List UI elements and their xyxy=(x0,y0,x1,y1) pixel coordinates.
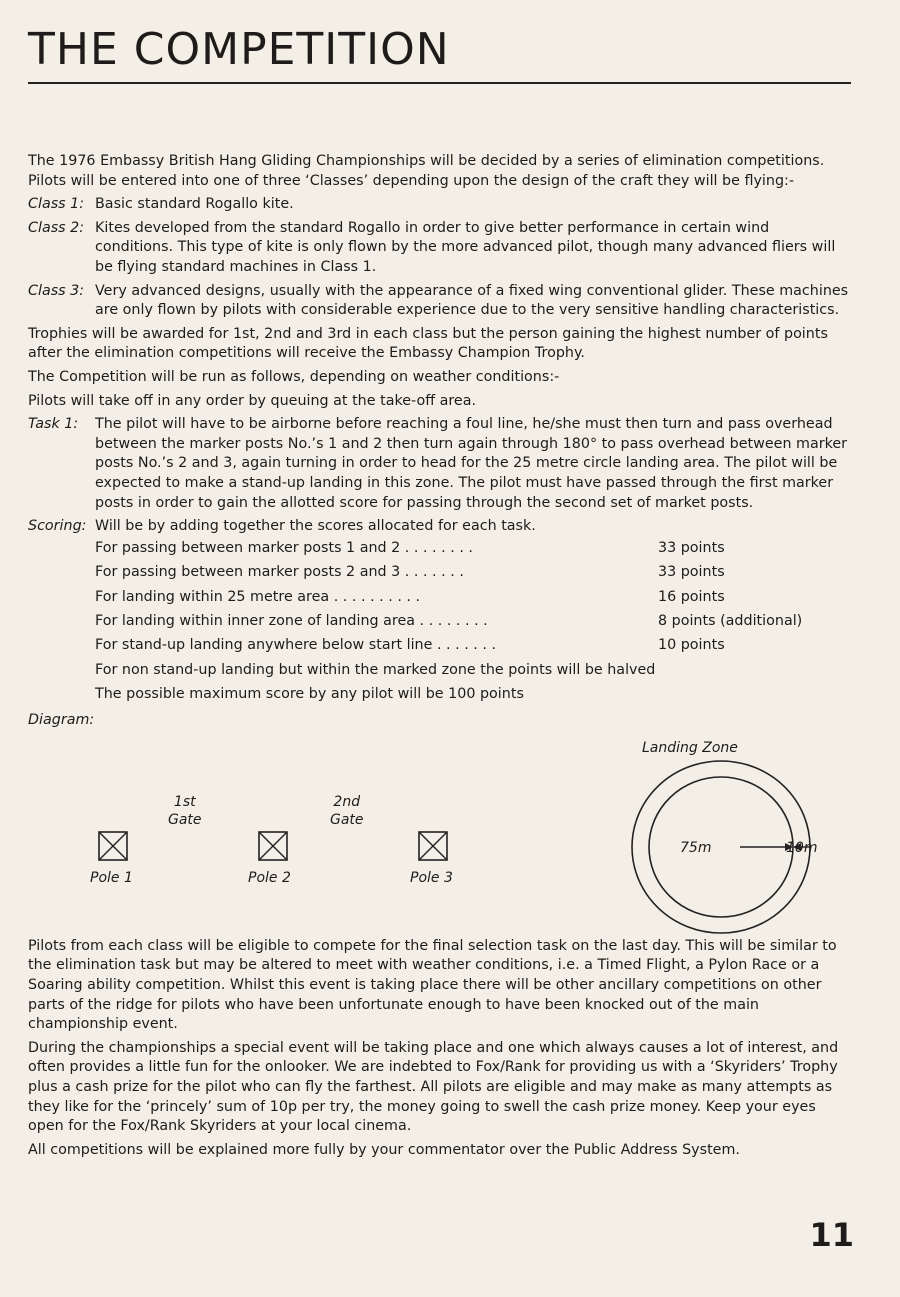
score-desc: For landing within 25 metre area . . . . . . . . . . xyxy=(95,588,421,605)
page-title: THE COMPETITION xyxy=(28,24,450,75)
score-desc: For landing within inner zone of landing area . . . . . . . . xyxy=(95,612,488,629)
diagram-label: Diagram: xyxy=(28,711,95,728)
score-row xyxy=(95,561,850,585)
score-table xyxy=(28,537,850,707)
task-1 xyxy=(28,415,850,513)
halved-note: For non stand-up landing but within the marked zone the points will be halved xyxy=(95,661,656,678)
class-3 xyxy=(28,282,850,321)
pole-2-caption: Pole 2 xyxy=(248,869,291,886)
closing-paragraph: All competitions will be explained more fully by your commentator over the Public Address System. xyxy=(28,1141,740,1158)
pole-1-caption: Pole 1 xyxy=(90,869,133,886)
scoring-text: Will be by adding together the scores allocated for each task. xyxy=(95,518,536,535)
class-3-text: Very advanced designs, usually with the appearance of a fixed wing conventional glider. These machines are only flown by pilots with considerable experience due to the very sensitive handling characteristics. xyxy=(95,282,849,319)
score-desc: For passing between marker posts 2 and 3 . . . . . . . xyxy=(95,564,464,581)
gate-2-word: Gate xyxy=(330,811,364,828)
landing-zone-diagram xyxy=(630,759,812,935)
gate-1-ordinal: 1st xyxy=(173,793,196,810)
pole-2-icon xyxy=(258,831,288,861)
gate-2-ordinal: 2nd xyxy=(333,793,361,810)
pole-3-caption: Pole 3 xyxy=(410,869,453,886)
score-row xyxy=(95,634,850,658)
title-rule xyxy=(28,82,851,84)
score-points: 10 points xyxy=(658,637,725,654)
gate-1-word: Gate xyxy=(168,811,202,828)
score-desc: For passing between marker posts 1 and 2 . . . . . . . . xyxy=(95,540,473,557)
class-3-label: Class 3: xyxy=(28,282,85,299)
score-points: 33 points xyxy=(658,564,725,581)
score-row xyxy=(95,610,850,634)
score-row xyxy=(95,585,850,609)
landing-zone-label: Landing Zone xyxy=(642,739,738,756)
score-points: 8 points (additional) xyxy=(658,612,803,629)
score-points: 33 points xyxy=(658,540,725,557)
scoring xyxy=(28,517,850,537)
score-desc: For stand-up landing anywhere below start line . . . . . . . xyxy=(95,637,497,654)
run-as-paragraph: The Competition will be run as follows, depending on weather conditions:- xyxy=(28,368,560,385)
score-points: 16 points xyxy=(658,588,725,605)
task-1-text: The pilot will have to be airborne before reaching a foul line, he/she must then turn and pass overhead between the marker posts No.’s 1 and 2 then turn again through 180° to pass overhead between marker posts No.’s 2 and 3, again turning in order to head for the 25 metre circle landing area. The pilot will be expected to make a stand-up landing in this zone. The pilot must have passed through the first marker posts in order to gain the allotted score for passing through the second set of market posts. xyxy=(95,416,848,511)
class-2 xyxy=(28,219,850,278)
intro-paragraph: The 1976 Embassy British Hang Gliding Championships will be decided by a series of elimination competitions. Pilots will be entered into one of three ‘Classes’ depending upon the design of the craft they will be flying:- xyxy=(28,153,825,189)
class-2-label: Class 2: xyxy=(28,219,85,236)
outer-radius-label: 75m xyxy=(680,839,712,856)
inner-radius-label: 10m xyxy=(786,839,818,856)
class-1 xyxy=(28,195,850,215)
take-off-paragraph: Pilots will take off in any order by queuing at the take-off area. xyxy=(28,392,477,409)
final-paragraph: Pilots from each class will be eligible to compete for the final selection task on the last day. This will be similar to the elimination task but may be altered to meet with weather conditions, i.e. a Timed Flight, a Pylon Race or a Soaring ability competition. Whilst this event is taking place there will be other ancillary competitions on other parts of the ridge for pilots who have been unfortunate enough to have been knocked out of the main championship event. xyxy=(28,937,837,1033)
gate-1-label xyxy=(168,793,202,829)
course-diagram xyxy=(28,707,850,937)
class-2-text: Kites developed from the standard Rogallo in order to give better performance in certain wind conditions. This type of kite is only flown by the more advanced pilot, though many advanced fliers will be flying standard machines in Class 1. xyxy=(95,219,836,275)
maximum-note: The possible maximum score by any pilot will be 100 points xyxy=(95,685,524,702)
class-1-label: Class 1: xyxy=(28,196,85,213)
special-event-paragraph: During the championships a special event will be taking place and one which always causes a lot of interest, and often provides a little fun for the onlooker. We are indebted to Fox/Rank for providing us with a ‘Skyriders’ Trophy plus a cash prize for the pilot who can fly the farthest. All pilots are eligible and may make as many attempts as they like for the ‘princely’ sum of 10p per try, the money going to swell the cash prize money. Keep your eyes open for the Fox/Rank Skyriders at your local cinema. xyxy=(28,1039,839,1135)
task-1-label: Task 1: xyxy=(28,416,79,433)
scoring-label: Scoring: xyxy=(28,518,87,535)
article-body xyxy=(28,152,850,1164)
gate-2-label xyxy=(330,793,364,829)
pole-3-icon xyxy=(418,831,448,861)
score-row xyxy=(95,537,850,561)
class-1-text: Basic standard Rogallo kite. xyxy=(95,196,294,213)
page-number: 11 xyxy=(809,1216,854,1254)
pole-1-icon xyxy=(98,831,128,861)
trophies-paragraph: Trophies will be awarded for 1st, 2nd and 3rd in each class but the person gaining the highest number of points after the elimination competitions will receive the Embassy Champion Trophy. xyxy=(28,325,828,362)
